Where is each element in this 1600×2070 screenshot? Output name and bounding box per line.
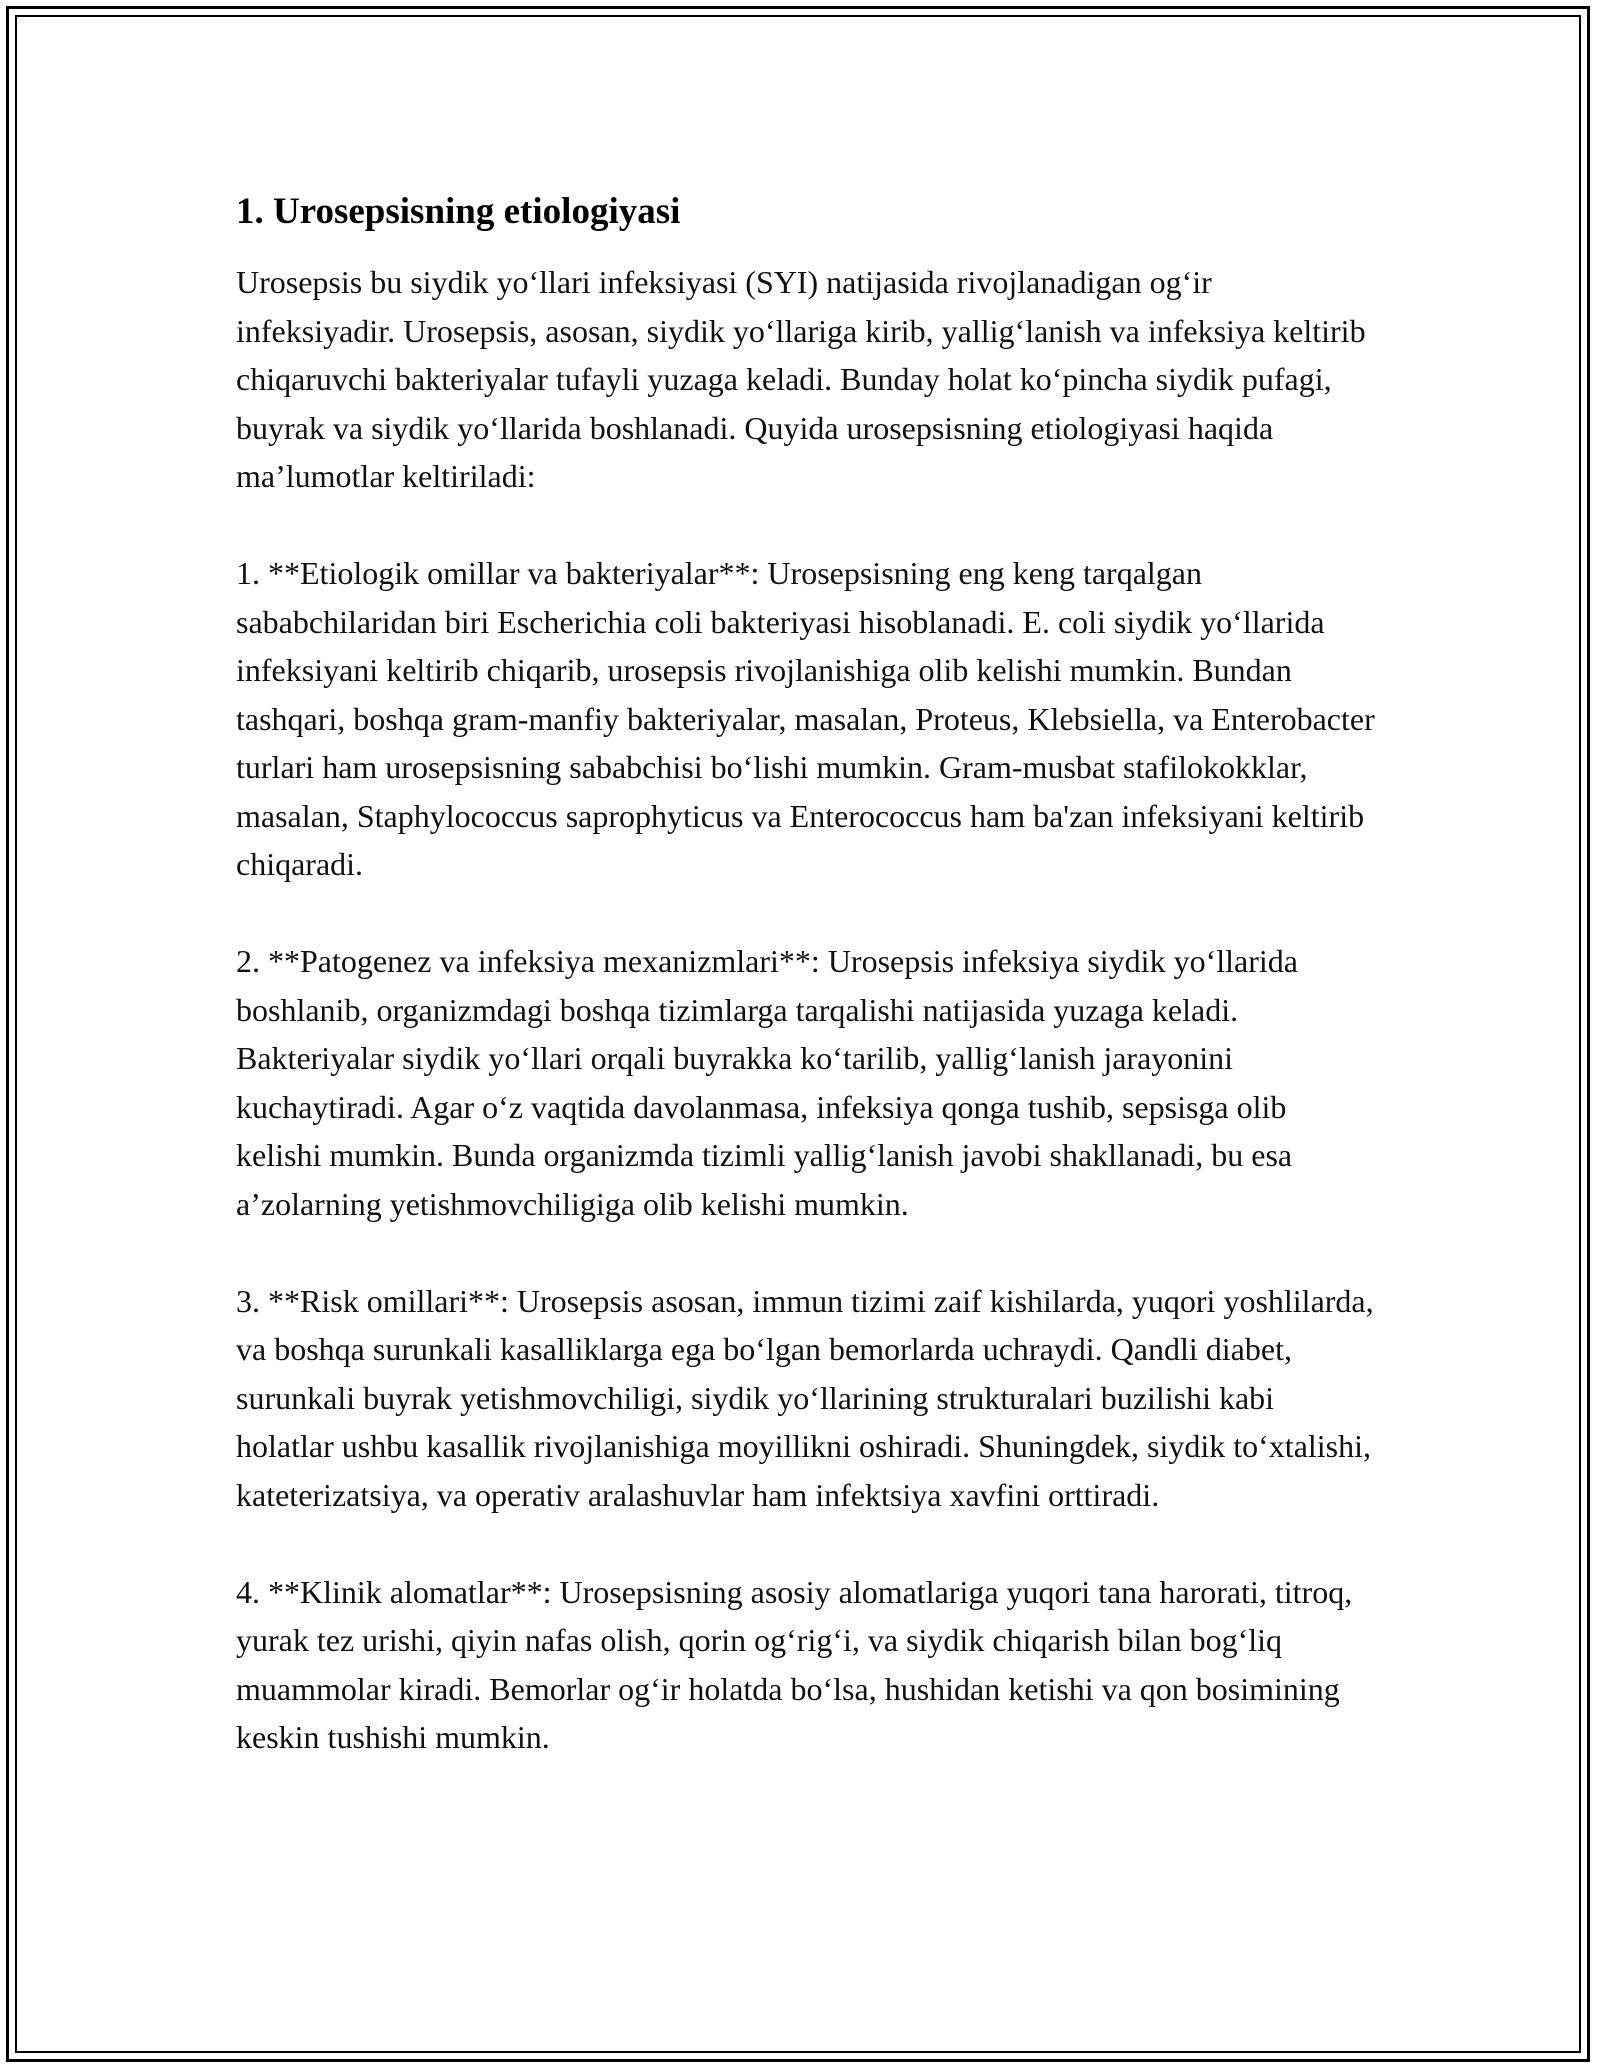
paragraph-risk-factors: 3. **Risk omillari**: Urosepsis asosan, immun tizimi zaif kishilarda, yuqori yoshlilarda, va boshqa surunkali kasalliklarga ega bo‘lgan bemorlarda uchraydi. Qandli diabet, surunkali buyrak yetishmovchiligi, siydik yo‘llarining strukturalari buzilishi kabi holatlar ushbu kasallik rivojlanishiga moyillikni oshiradi. Shuningdek, siydik to‘xtalishi, kateterizatsiya, va operativ aralashuvlar ham infektsiya xavfini orttiradi. bbox=[236, 1282, 1374, 1513]
intro-paragraph: Urosepsis bu siydik yo‘llari infeksiyasi (SYI) natijasida rivojlanadigan og‘ir infeksiyadir. Urosepsis, asosan, siydik yo‘llariga kirib, yallig‘lanish va infeksiya keltirib chiqaruvchi bakteriyalar tufayli yuzaga keladi. Bunday holat ko‘pincha siydik pufagi, buyrak va siydik yo‘llarida boshlanadi. Quyida urosepsisning etiologiyasi haqida ma’lumotlar keltiriladi: bbox=[236, 264, 1366, 494]
document-title: 1. Urosepsisning etiologiyasi bbox=[236, 191, 681, 232]
paragraph-etiologic-factors: 1. **Etiologik omillar va bakteriyalar**: Urosepsisning eng keng tarqalgan sababchilaridan biri Escherichia coli bakteriyasi hisoblanadi. E. coli siydik yo‘llarida infeksiyani keltirib chiqarib, urosepsis rivojlanishiga olib kelishi mumkin. Bundan tashqari, boshqa gram-manfiy bakteriyalar, masalan, Proteus, Klebsiella, va Enterobacter turlari ham urosepsisning sababchisi bo‘lishi mumkin. Gram-musbat stafilokokklar, masalan, Staphylococcus saprophyticus va Enterococcus ham ba'zan infeksiyani keltirib chiqaradi. bbox=[236, 555, 1375, 882]
paragraph-pathogenesis: 2. **Patogenez va infeksiya mexanizmlari**: Urosepsis infeksiya siydik yo‘llarida boshlanib, organizmdagi boshqa tizimlarga tarqalishi natijasida yuzaga keladi. Bakteriyalar siydik yo‘llari orqali buyrakka ko‘tarilib, yallig‘lanish jarayonini kuchaytiradi. Agar o‘z vaqtida davolanmasa, infeksiya qonga tushib, sepsisga olib kelishi mumkin. Bunda organizmda tizimli yallig‘lanish javobi shakllanadi, bu esa a’zolarning yetishmovchiligiga olib kelishi mumkin. bbox=[236, 943, 1298, 1222]
document-body bbox=[236, 188, 1376, 1762]
paragraph-clinical-symptoms: 4. **Klinik alomatlar**: Urosepsisning asosiy alomatlariga yuqori tana harorati, titroq, yurak tez urishi, qiyin nafas olish, qorin og‘rig‘i, va siydik chiqarish bilan bog‘liq muammolar kiradi. Bemorlar og‘ir holatda bo‘lsa, hushidan ketishi va qon bosimining keskin tushishi mumkin. bbox=[236, 1573, 1353, 1755]
